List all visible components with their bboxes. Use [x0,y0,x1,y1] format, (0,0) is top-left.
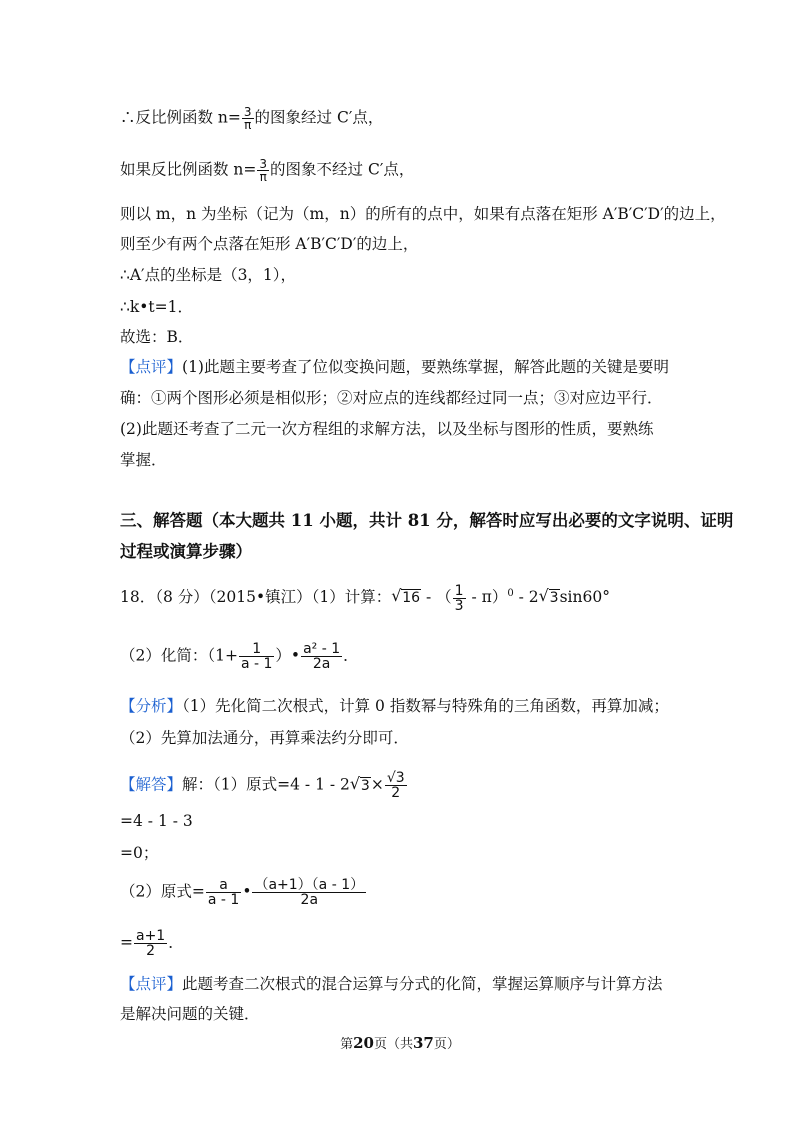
text: × [370,775,384,794]
radicand: 3 [360,777,370,794]
answer-tag: 【解答】 [120,775,183,794]
text: • [242,882,252,901]
review-tag: 【点评】 [120,358,183,376]
radicand: 3 [549,590,559,607]
step-4 [120,929,184,958]
question-18-part-2 [120,642,359,671]
review-1-line-b: 确：①两个图形必须是相似形；②对应点的连线都经过同一点；③对应边平行． [120,389,663,407]
numerator: 3 [243,105,252,119]
line-5: ∴A′点的坐标是（3，1）， [120,266,297,284]
denominator: 3 [454,597,464,614]
sqrt-3 [540,587,560,609]
fraction-3-over-pi [257,158,269,183]
denominator: 2a [300,892,319,908]
fraction-product-over-2a [252,878,366,907]
text: - π） [466,588,508,607]
exponent: 0 [507,588,514,599]
sqrt-16 [392,587,421,609]
step-1: =4 - 1 - 3 [120,812,193,830]
line-2 [120,158,414,183]
review-2-line-a [120,973,663,995]
text: ． [168,933,184,952]
denominator: 2 [391,785,401,801]
text: 页） [433,1037,460,1052]
question-18-part-1 [120,583,610,613]
review-1-line-a [120,356,669,378]
review-tag: 【点评】 [120,975,183,993]
line-1 [120,106,383,131]
step-2: =0； [120,844,159,862]
text: （2）原式= [120,882,205,901]
text: 18．（8 分）（2015•镇江）（1）计算： [120,588,392,607]
numerator: （a+1）（a - 1） [254,877,365,893]
text: 的图象经过 C′点， [254,108,384,127]
denominator: π [259,170,267,184]
text: 的图象不经过 C′点， [270,160,415,179]
fraction-a2-1-over-2a [301,642,342,671]
text: 如果反比例函数 n= [120,160,257,179]
fraction-a+1-over-2 [134,929,167,958]
numerator: √3 [386,770,405,786]
fraction-1-over-a-1 [239,642,274,671]
analysis-line-b: （2）先算加法通分，再算乘法约分即可． [120,729,409,747]
text: 解：（1）原式=4 - 1 - 2 [182,775,350,794]
text: ∴反比例函数 n= [120,108,241,127]
text: ）• [275,646,301,665]
text: （1）先化简二次根式，计算 0 指数幂与特殊角的三角函数，再算加减； [182,697,669,715]
answer-line [120,771,408,800]
line-6: ∴k•t=1． [120,298,193,316]
section-heading-a: 三、解答题（本大题共 11 小题，共计 81 分，解答时应写出必要的文字说明、证明 [120,511,734,530]
denominator: a - 1 [240,656,273,672]
text: (1)此题主要考查了位似变换问题，要熟练掌握，解答此题的关键是要明 [182,358,669,376]
numerator: a+1 [136,928,166,944]
sqrt-3 [351,775,371,797]
page-number: 20 [353,1034,374,1052]
review-1-line-c: (2)此题还考查了二元一次方程组的求解方法，以及坐标与图形的性质，要熟练 [120,420,654,438]
radicand: 16 [402,590,421,607]
text: - （ [421,588,452,607]
text: = [120,933,133,952]
page-footer [0,1033,800,1052]
denominator: π [244,118,252,132]
review-2-line-b: 是解决问题的关键． [120,1005,260,1023]
numerator: 1 [454,582,464,599]
line-4: 则至少有两个点落在矩形 A′B′C′D′的边上， [120,235,419,253]
numerator: a [206,878,241,893]
text: （2）化简：（1+ [120,646,238,665]
text: sin60° [559,588,610,607]
numerator: a² - 1 [303,641,341,657]
fraction-1-over-3 [453,584,466,613]
line-7: 故选：B． [120,328,194,346]
fraction-sqrt3-over-2 [385,771,407,800]
denominator: 2 [146,943,156,959]
line-3: 则以 m，n 为坐标（记为（m，n）的所有的点中，如果有点落在矩形 A′B′C′D′的边上， [120,205,726,223]
section-heading-b: 过程或演算步骤） [120,542,252,561]
text: 此题考查二次根式的混合运算与分式的化简，掌握运算顺序与计算方法 [182,975,663,993]
numerator: 1 [239,642,274,657]
denominator: 2a [312,656,331,672]
total-pages: 37 [413,1034,434,1052]
denominator: a - 1 [207,892,240,908]
step-3 [120,878,367,907]
review-1-line-d: 掌握． [120,451,167,469]
text: 第 [340,1037,354,1052]
fraction-a-over-a-1 [206,878,241,907]
text: - 2 [513,588,539,607]
analysis-line-a [120,695,669,717]
numerator: 3 [259,157,268,171]
text: 页（共 [373,1037,413,1052]
fraction-3-over-pi [242,106,254,131]
analysis-tag: 【分析】 [120,697,183,715]
text: ． [343,646,359,665]
